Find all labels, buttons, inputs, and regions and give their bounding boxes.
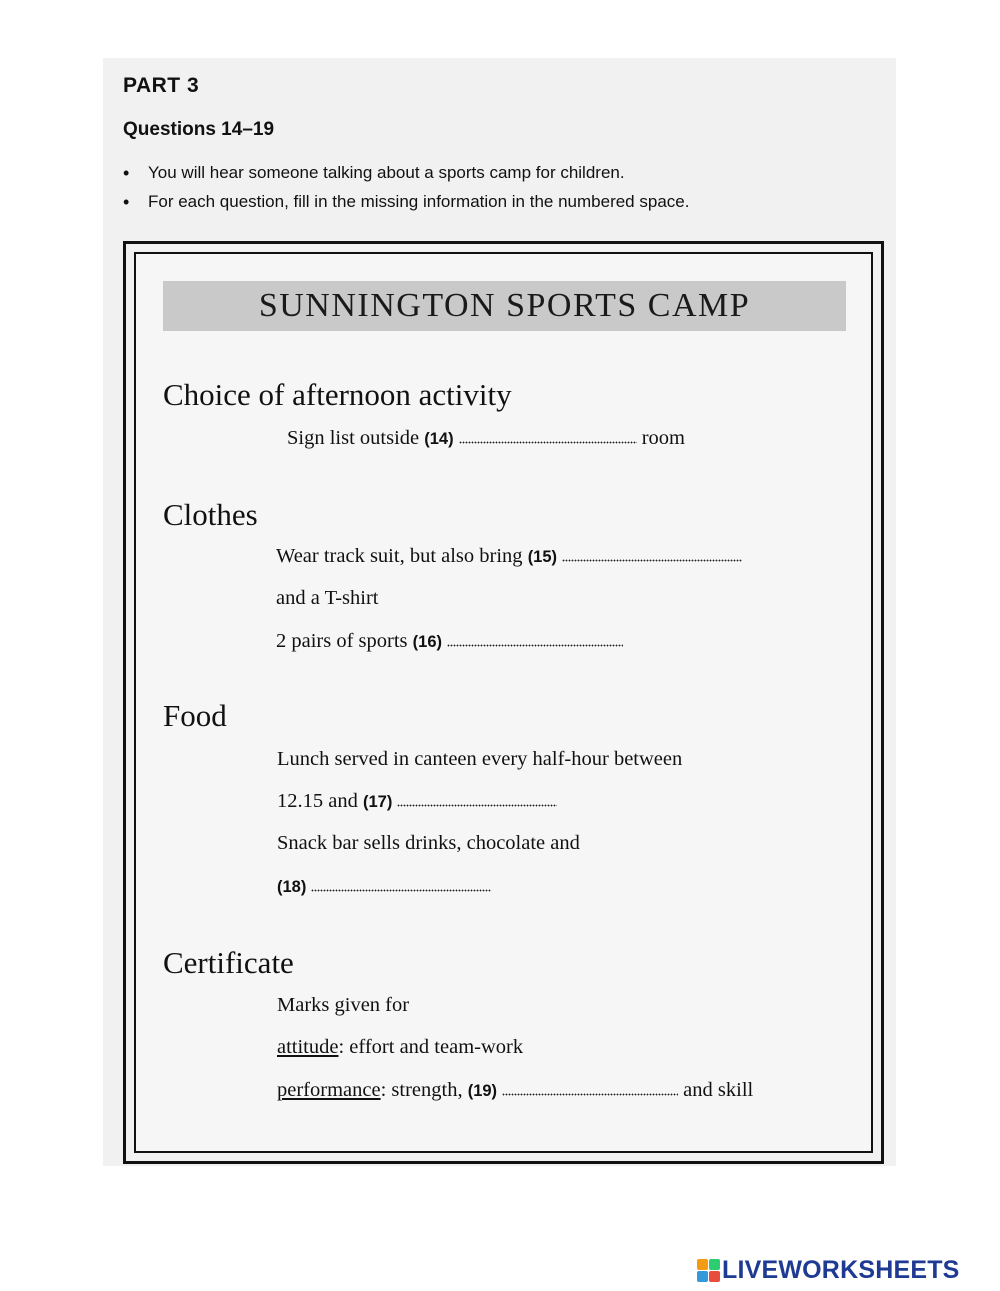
part-title: PART 3 (123, 74, 200, 97)
food-line-4 (277, 875, 491, 898)
heading-activity: Choice of afternoon activity (163, 377, 512, 412)
heading-certificate: Certificate (163, 945, 294, 980)
question-14-number: (14) (424, 430, 454, 448)
clothes-line-1 (276, 545, 742, 568)
attitude-text: : effort and team-work (338, 1036, 524, 1058)
logo-tile-icon (697, 1271, 708, 1282)
liveworksheets-logo[interactable] (697, 1256, 960, 1285)
liveworksheets-logo-text: LIVEWORKSHEETS (722, 1256, 960, 1284)
answer-blank-18[interactable] (311, 889, 491, 892)
instruction-item: • You will hear someone talking about a sports camp for children. (121, 161, 689, 190)
heading-clothes: Clothes (163, 497, 258, 532)
clothes-line-2: and a T-shirt (276, 587, 379, 609)
heading-food: Food (163, 698, 227, 733)
form-title-banner: SUNNINGTON SPORTS CAMP (163, 281, 846, 331)
question-15-number: (15) (527, 548, 558, 566)
form-frame (123, 241, 884, 1164)
answer-blank-19[interactable] (502, 1093, 678, 1096)
clothes-line-3 (276, 630, 623, 653)
answer-blank-15[interactable] (562, 559, 742, 562)
performance-text-pre: : strength, (380, 1079, 463, 1101)
performance-label: performance (277, 1079, 381, 1101)
food-line-3: Snack bar sells drinks, chocolate and (277, 832, 580, 854)
answer-blank-17[interactable] (397, 804, 557, 807)
food-line-1: Lunch served in canteen every half-hour between (277, 748, 683, 770)
instruction-item: • For each question, fill in the missing information in the numbered space. (121, 190, 689, 219)
logo-tile-icon (709, 1259, 720, 1270)
instructions-list (121, 161, 689, 219)
liveworksheets-logo-icon (697, 1259, 720, 1282)
question-16-number: (16) (412, 633, 442, 651)
certificate-line-1: Marks given for (277, 994, 410, 1016)
attitude-label: attitude (277, 1036, 339, 1058)
activity-line (287, 427, 685, 450)
performance-text-post: and skill (683, 1079, 754, 1101)
activity-text-post: room (641, 427, 686, 449)
certificate-line-2 (277, 1036, 523, 1059)
logo-tile-icon (697, 1259, 708, 1270)
clothes-text-pre-2: 2 pairs of sports (276, 630, 408, 652)
certificate-line-3 (277, 1079, 753, 1102)
food-text-pre: 12.15 and (277, 790, 358, 812)
form-inner-frame (134, 252, 873, 1153)
answer-blank-16[interactable] (447, 644, 623, 647)
question-17-number: (17) (362, 793, 393, 811)
question-18-number: (18) (277, 878, 307, 896)
question-19-number: (19) (467, 1082, 498, 1100)
questions-range: Questions 14–19 (123, 119, 275, 140)
food-line-2 (277, 790, 557, 813)
clothes-text-pre: Wear track suit, but also bring (276, 545, 523, 567)
activity-text-pre: Sign list outside (287, 427, 420, 449)
logo-tile-icon (709, 1271, 720, 1282)
answer-blank-14[interactable] (459, 441, 637, 444)
worksheet-page (103, 58, 896, 1166)
